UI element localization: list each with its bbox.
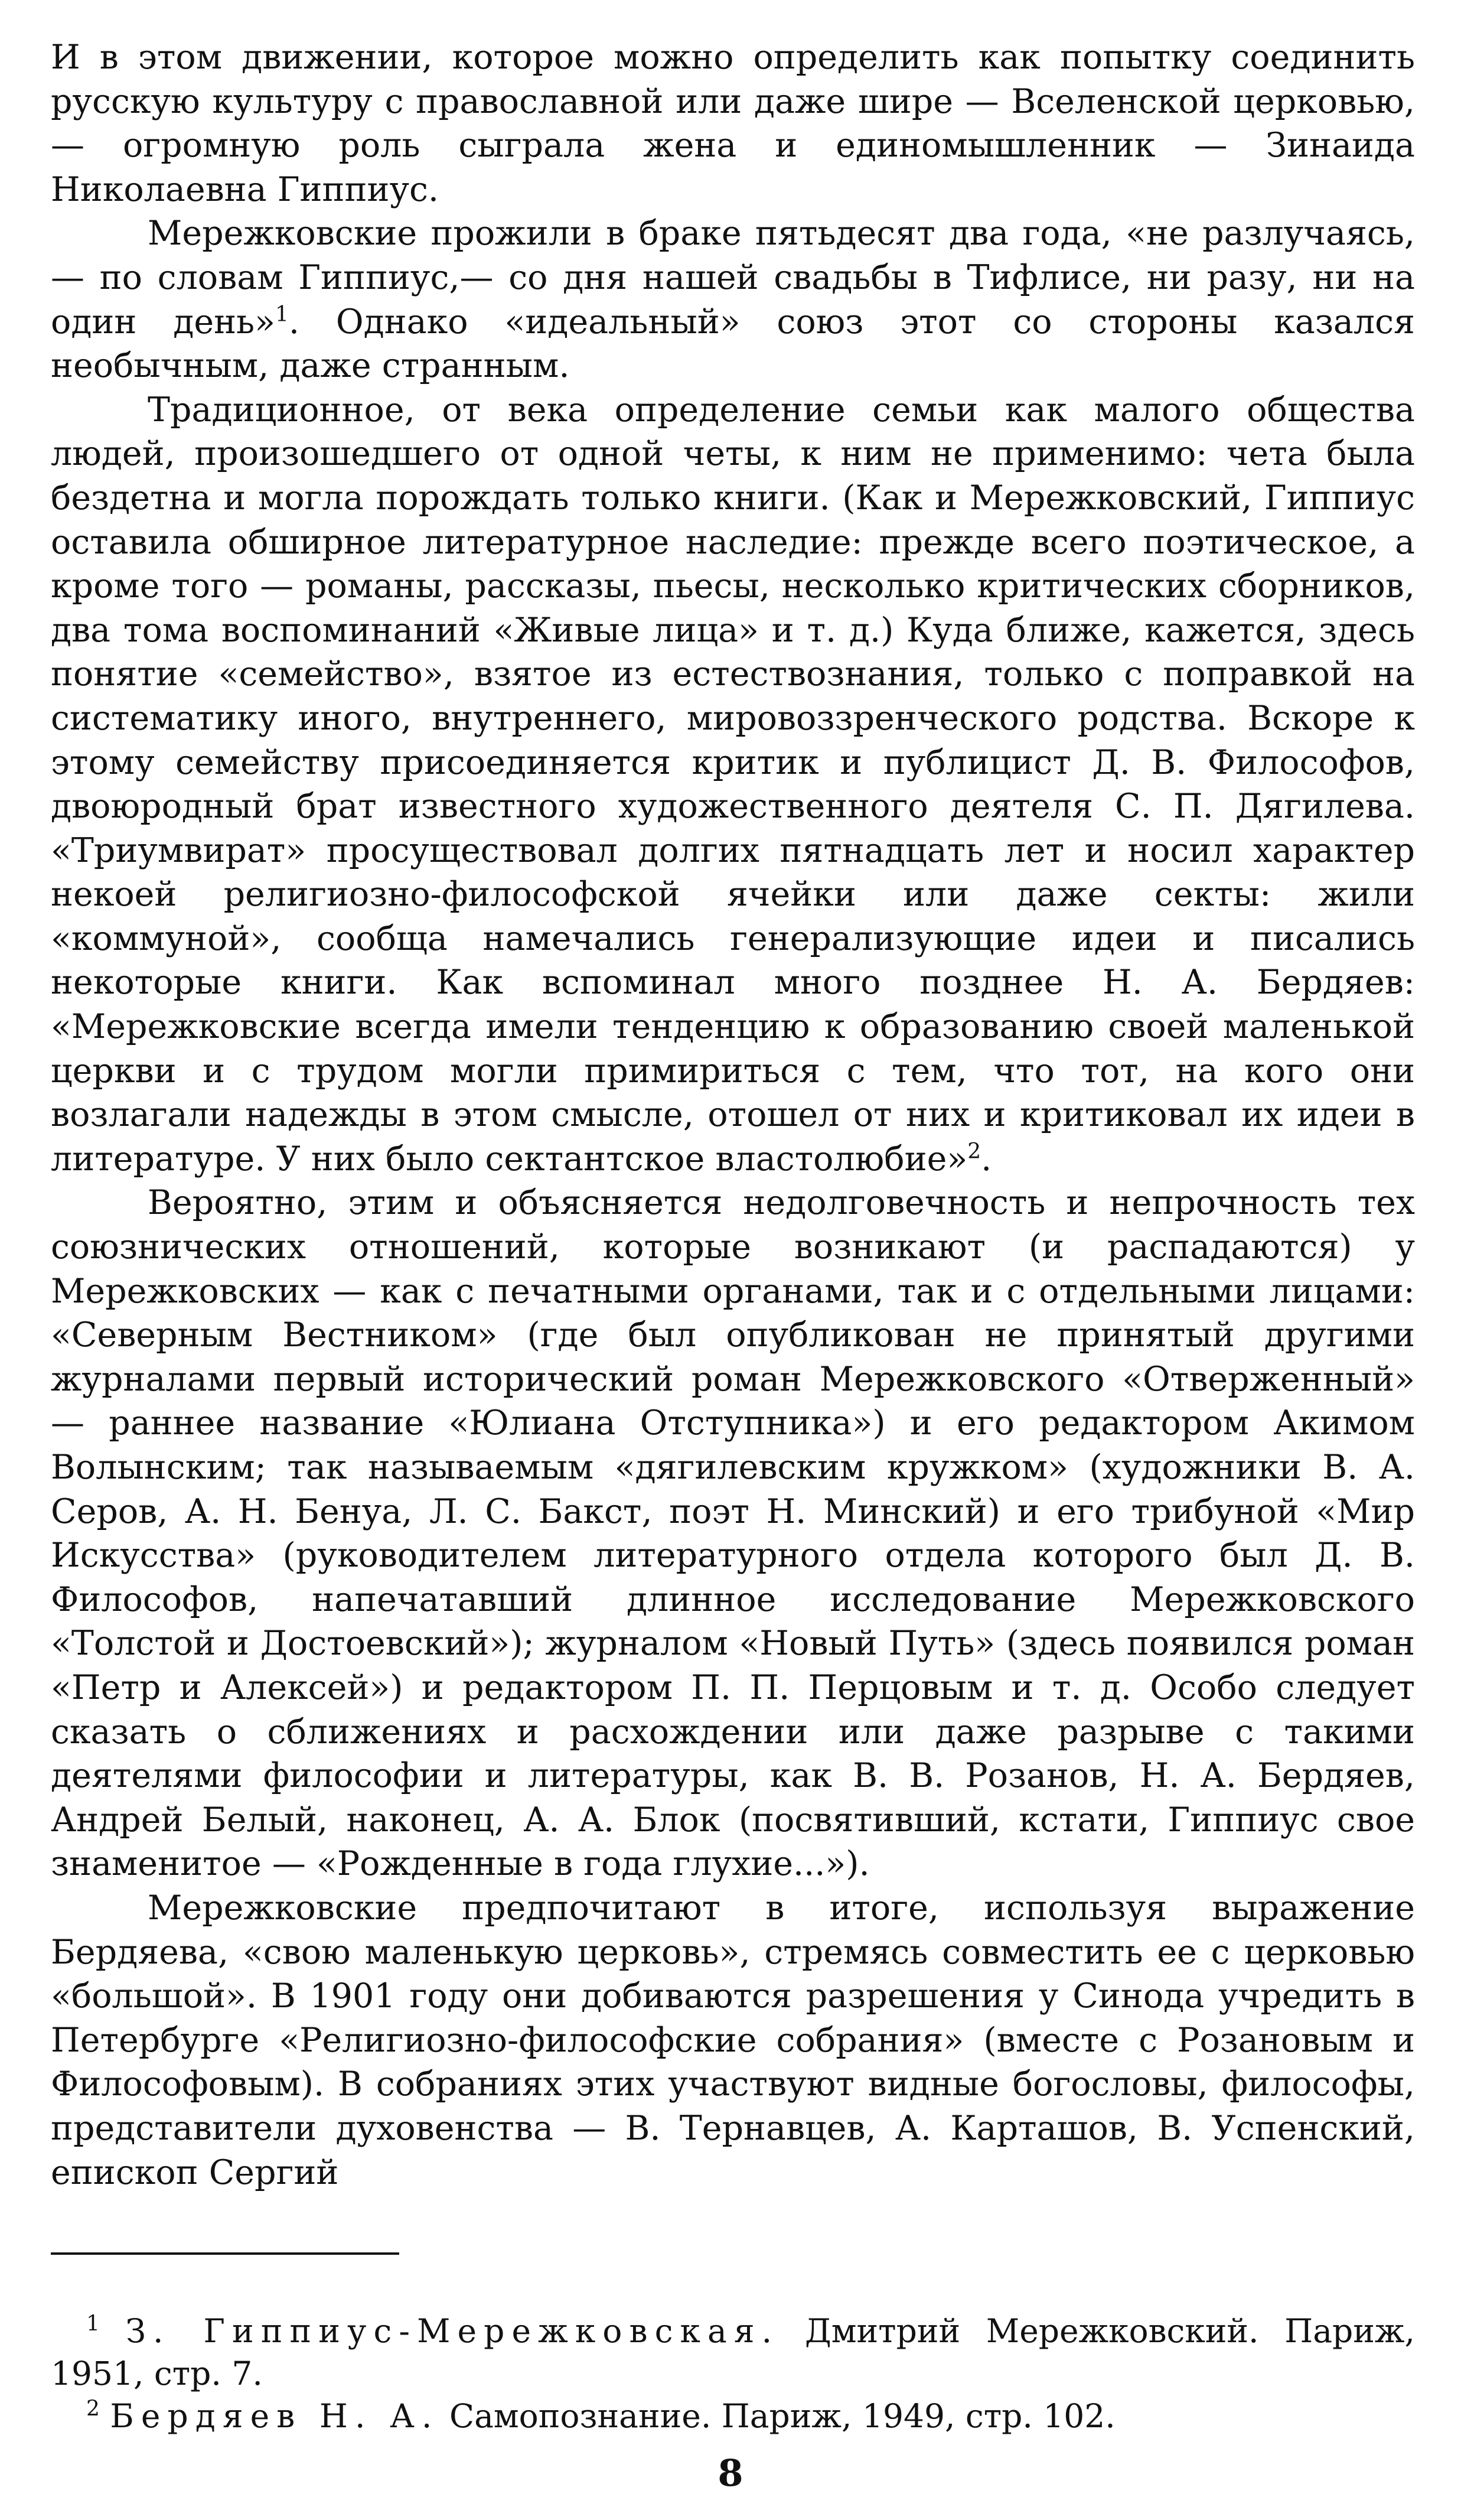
paragraph-2: Мережковские прожили в браке пятьдесят два года, «не разлучаясь,— по словам Гиппиус,— со дня нашей свадьбы в Тифлисе, ни разу, ни на один день»$^1$. Однако «идеальный» союз этот со стороны казался необычным, даже странным. (51, 214, 1415, 386)
page-number: 8 (718, 2451, 743, 2495)
paragraph-5: Мережковские предпочитают в итоге, используя выражение Бердяева, «свою маленькую церковь», стремясь совместить ее с церковью «большой». В 1901 году они добиваются разрешения у Синода учредить в Петербурге «Религиозно-философские собрания» (вместе с Розановым и Философовым). В собраниях этих участвуют видные богословы, философы, представители духовенства — В. Тернавцев, А. Карташов, В. Успенский, епископ Сергий (51, 1888, 1415, 2192)
paragraph-4: Вероятно, этим и объясняется недолговечность и непрочность тех союзнических отношений, которые возникают (и распадаются) у Мережковских — как с печатными органами, так и с отдельными лицами: «Северным Вестником» (где был опубликован не принятый другими журналами первый исторический роман Мережковского «Отверженный» — раннее название «Юлиана Отступника») и его редактором Акимом Волынским; так называемым «дягилевским кружком» (художники В. А. Серов, А. Н. Бенуа, Л. С. Бакст, поэт Н. Минский) и его трибуной «Мир Искусства» (руководителем литературного отдела которого был Д. В. Философов, напечатавший длинное исследование Мережковского «Толстой и Достоевский»); журналом «Новый Путь» (здесь появился роман «Петр и Алексей») и редактором П. П. Перцовым и т. д. Особо следует сказать о сближениях и расхождении или даже разрыве с такими деятелями философии и литературы, как В. В. Розанов, Н. А. Бердяев, Андрей Белый, наконец, А. А. Блок (посвятивший, кстати, Гиппиус свое знаменитое — «Рожденные в года глухие...»). (51, 1183, 1415, 1884)
footnote-1: $^1$ З. Гиппиус-Мережковская. Дмитрий Мережковский. Париж, 1951, стр. 7. (51, 2311, 1416, 2392)
main-text (51, 35, 1415, 2195)
paragraph-3: Традиционное, от века определение семьи как малого общества людей, произошедшего от одной четы, к ним не применимо: чета была бездетна и могла порождать только книги. (Как и Мережковский, Гиппиус оставила обширное литературное наследие: прежде всего поэтическое, а кроме того — романы, рассказы, пьесы, несколько критических сборников, два тома воспоминаний «Живые лица» и т. д.) Куда ближе, кажется, здесь понятие «семейство», взятое из естествознания, только с поправкой на систематику иного, внутреннего, мировоззренческого родства. Вскоре к этому семейству присоединяется критик и публицист Д. В. Философов, двоюродный брат известного художественного деятеля С. П. Дягилева. «Триумвират» просуществовал долгих пятнадцать лет и носил характер некоей религиозно-философской ячейки или даже секты: жили «коммуной», сообща намечались генерализующие идеи и писались некоторые книги. Как вспоминал много позднее Н. А. Бердяев: «Мережковские всегда имели тенденцию к образованию своей маленькой церкви и с трудом могли примириться с тем, что тот, на кого они возлагали надежды в этом смысле, отошел от них и критиковал их идеи в литературе. У них было сектантское властолюбие»$^2$. (51, 390, 1415, 1178)
paragraph-1: И в этом движении, которое можно определить как попытку соединить русскую культуру с православной или даже шире — Вселенской церковью,— огромную роль сыграла жена и единомышленник — Зинаида Николаевна Гиппиус. (51, 38, 1415, 209)
footnote-ref-2: 2 (967, 1139, 981, 1164)
footnote-2-text: Самопознание. Париж, 1949, стр. 102. (439, 2397, 1116, 2435)
footnote-1-author: З. Гиппиус-Мережковская. (125, 2312, 780, 2350)
footnotes (51, 2310, 1415, 2437)
footnote-1-text: Дмитрий Мережковский. Париж, 1951, стр. 7. (51, 2312, 1416, 2392)
footnote-divider (51, 2252, 399, 2255)
footnote-2: $^2$ Бердяев Н. А. Самопознание. Париж, 1949, стр. 102. (86, 2397, 1116, 2435)
footnote-2-author: Бердяев Н. А. (110, 2397, 439, 2435)
footnote-ref-1: 1 (275, 302, 289, 327)
